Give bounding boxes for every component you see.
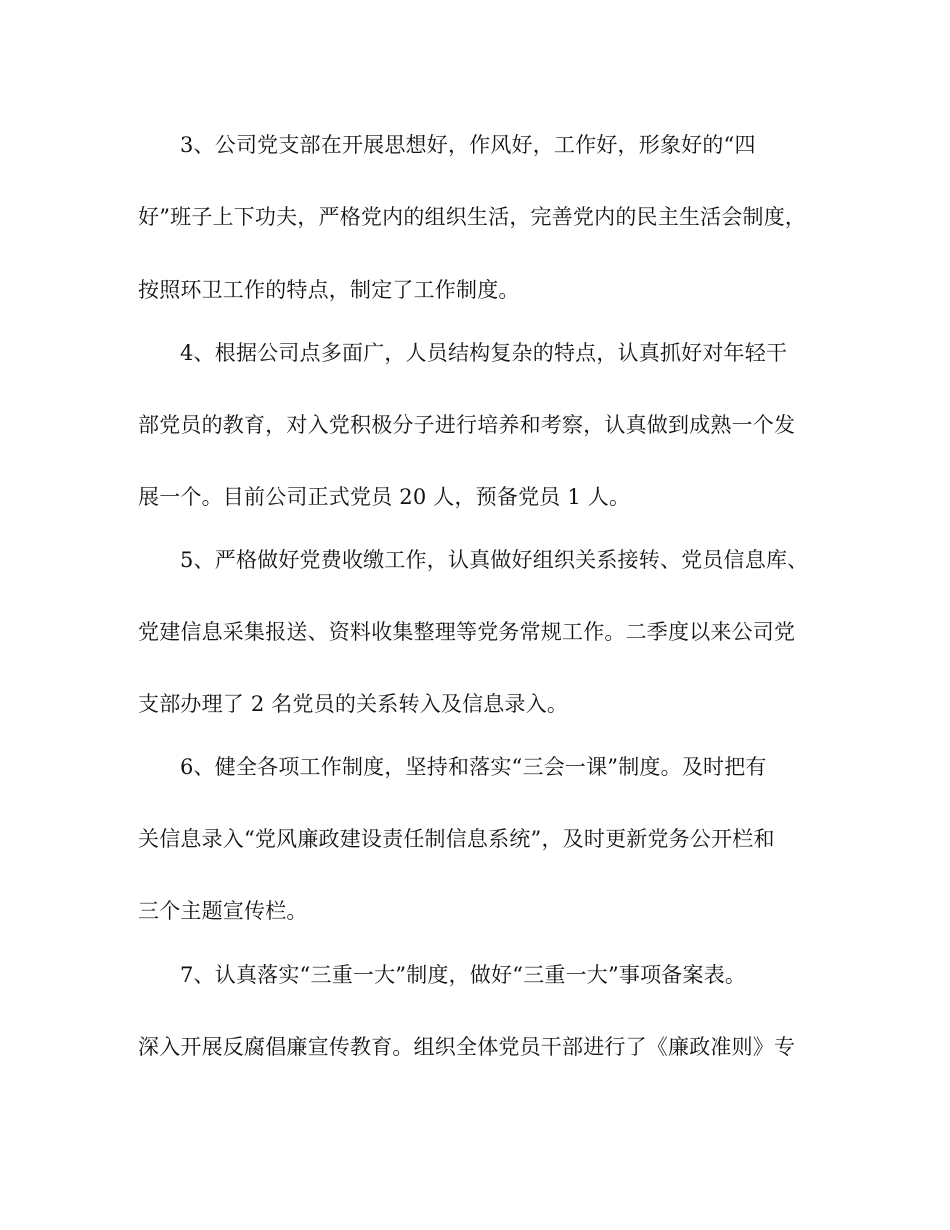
paragraph-4-line-3: 展一个。目前公司正式党员 20 人，预备党员 1 人。 xyxy=(138,485,631,509)
paragraph-5-line-3: 支部办理了 2 名党员的关系转入及信息录入。 xyxy=(138,692,569,716)
paragraph-3-line-3: 按照环卫工作的特点，制定了工作制度。 xyxy=(138,278,520,302)
paragraph-7-line-2: 深入开展反腐倡廉宣传教育。组织全体党员干部进行了《廉政准则》专 xyxy=(138,1035,796,1059)
paragraph-3-line-2: 好”班子上下功夫，严格党内的组织生活，完善党内的民主生活会制度， xyxy=(138,205,807,229)
paragraph-6-line-1: 6、健全各项工作制度，坚持和落实“三会一课”制度。及时把有 xyxy=(180,755,767,779)
paragraph-5-line-2: 党建信息采集报送、资料收集整理等党务常规工作。二季度以来公司党 xyxy=(138,620,796,644)
paragraph-4-line-1: 4、根据公司点多面广，人员结构复杂的特点，认真抓好对年轻干 xyxy=(180,341,788,365)
paragraph-6-line-2: 关信息录入“党风廉政建设责任制信息系统”，及时更新党务公开栏和 xyxy=(138,827,775,851)
paragraph-7-line-1: 7、认真落实“三重一大”制度，做好“三重一大”事项备案表。 xyxy=(180,963,747,987)
paragraph-4-line-2: 部党员的教育，对入党积极分子进行培养和考察，认真做到成熟一个发 xyxy=(138,413,796,437)
paragraph-6-line-3: 三个主题宣传栏。 xyxy=(138,899,308,923)
paragraph-5-line-1: 5、严格做好党费收缴工作，认真做好组织关系接转、党员信息库、 xyxy=(180,548,809,572)
paragraph-3-line-1: 3、公司党支部在开展思想好，作风好，工作好，形象好的“四 xyxy=(180,133,756,157)
